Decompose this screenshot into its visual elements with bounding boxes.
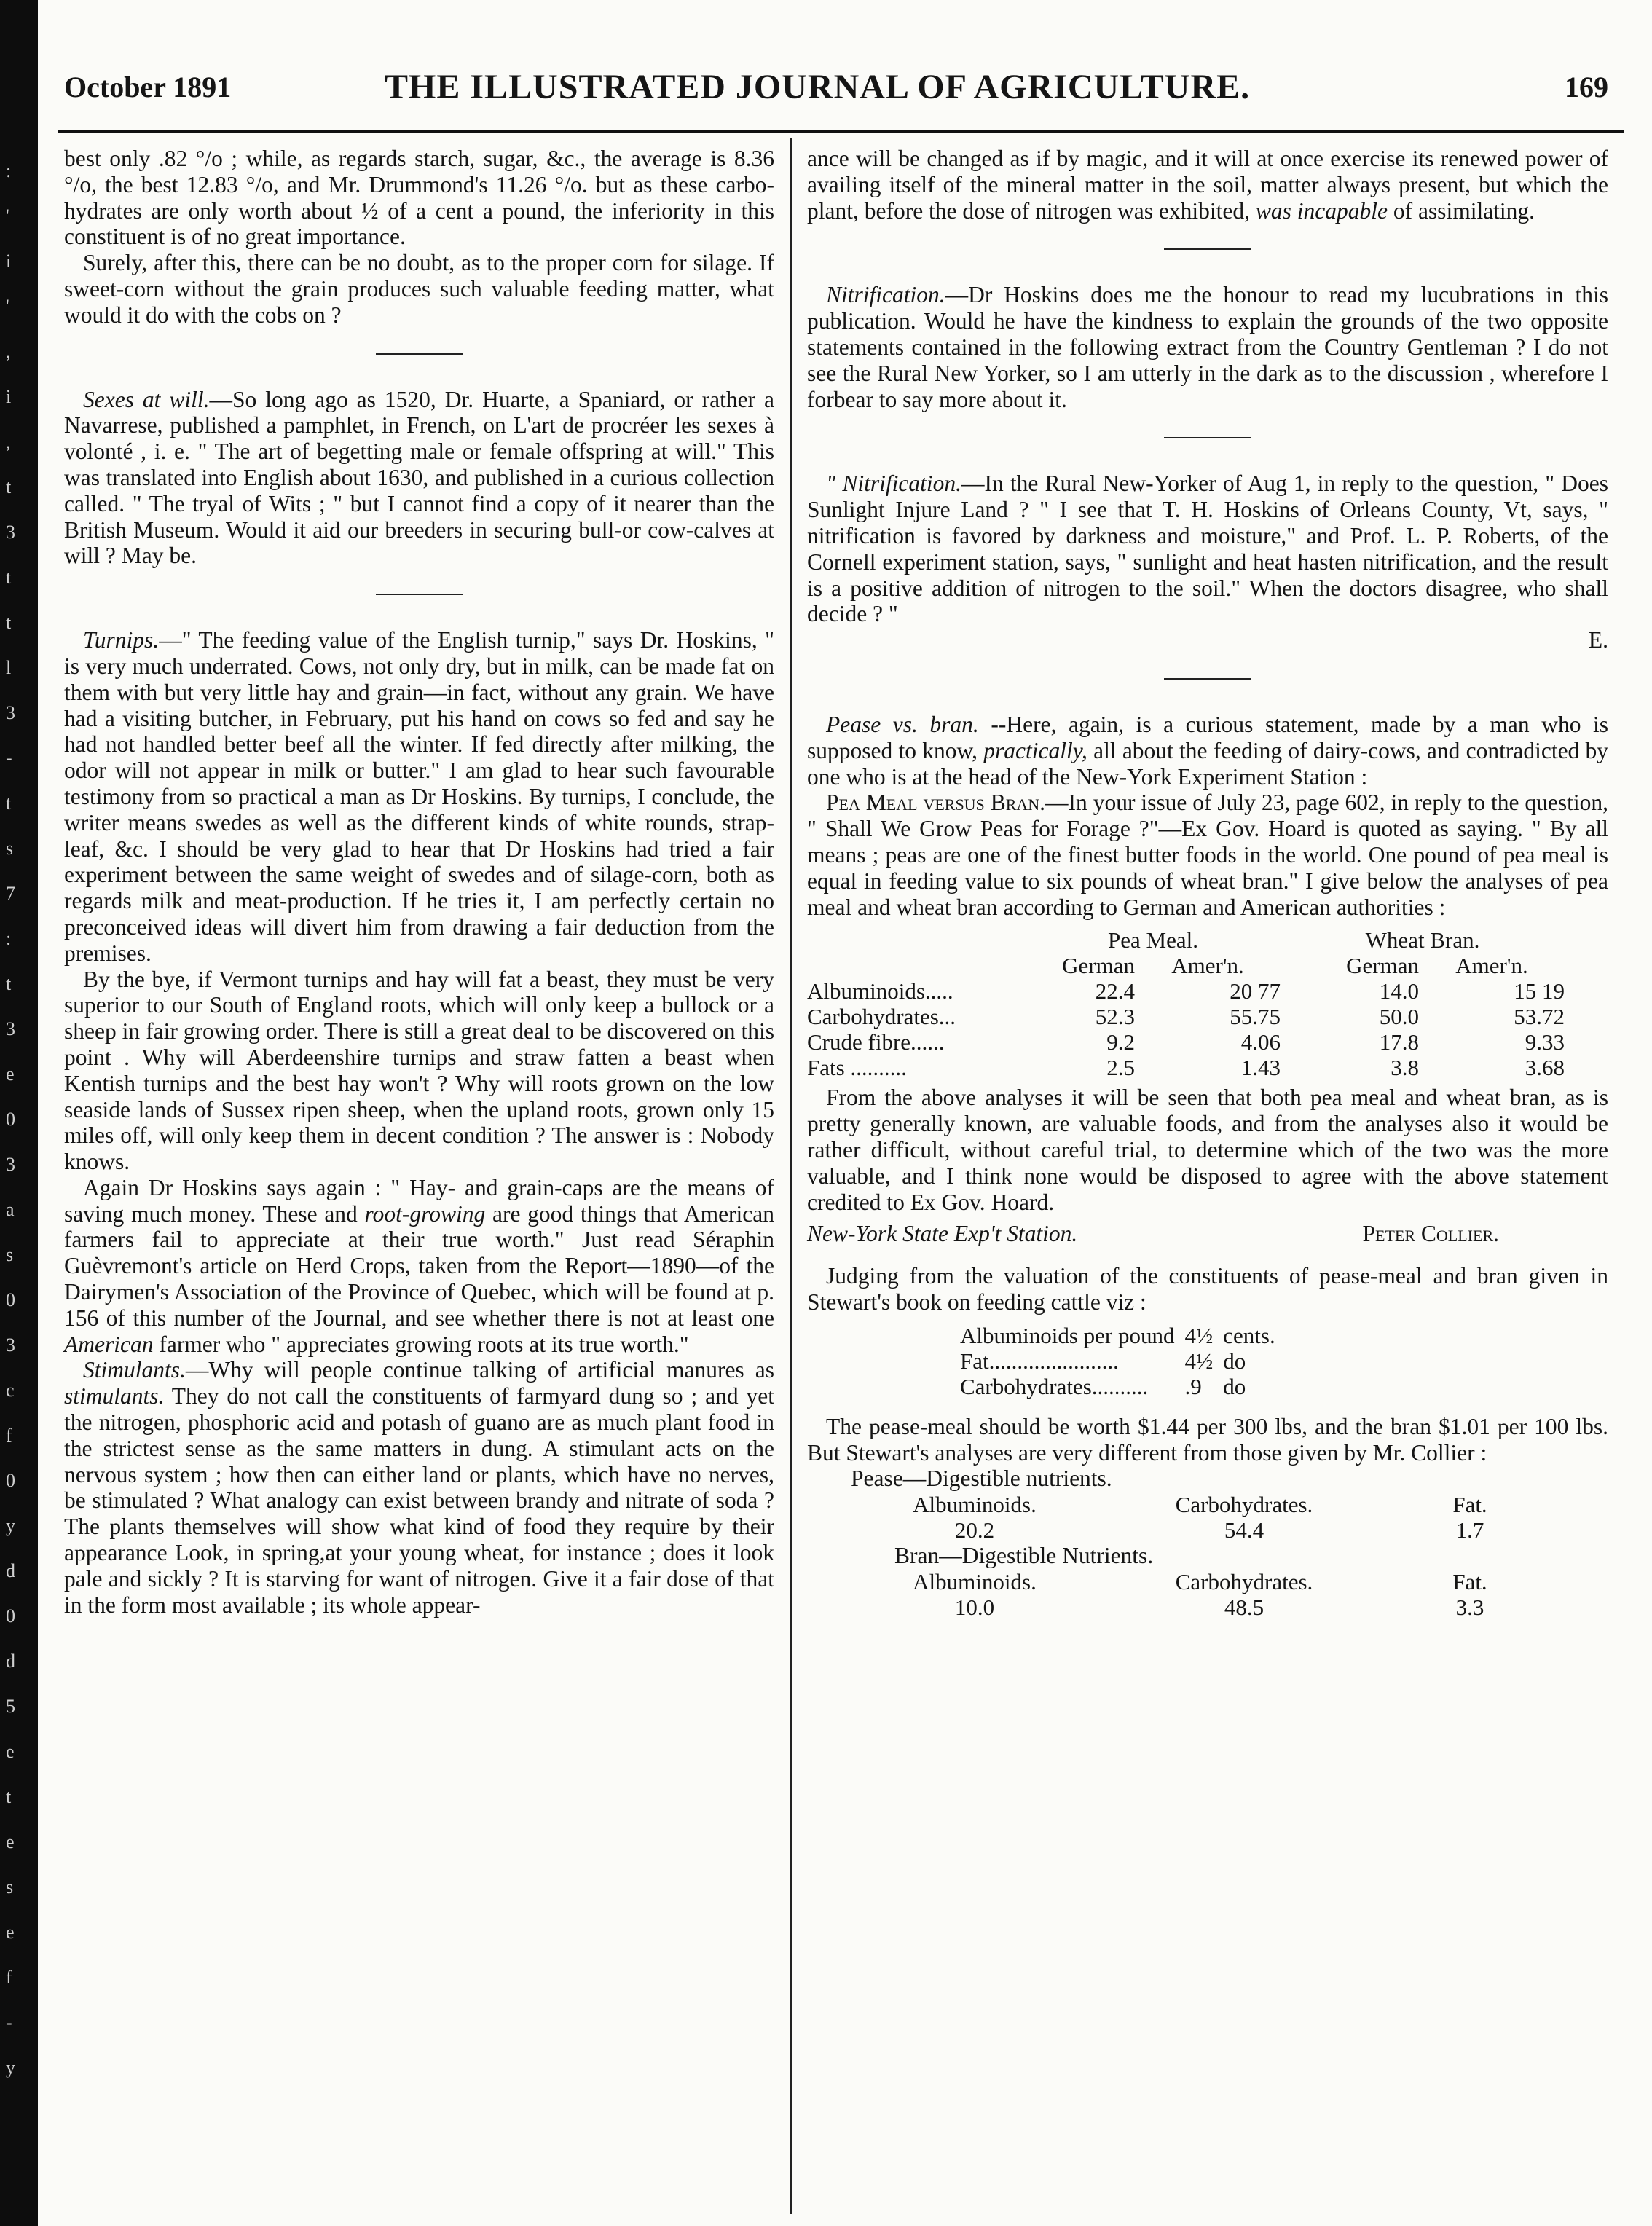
header-title: THE ILLUSTRATED JOURNAL OF AGRICULTURE. — [385, 68, 1251, 106]
header-rule — [58, 130, 1624, 133]
silage-paragraph-end: best only .82 °/o ; while, as regards starch, sugar, &c., the average is 8.36 °/o, the best 12.83 °/o, and Mr. Drummond's 11.26 °/o. but as these carbo-hydrates are only worth about ½ of a cent a pound, the inferiority in this constituent is of no great importance. — [64, 146, 774, 250]
margin-mark: 0 — [6, 1109, 15, 1130]
section-separator — [1164, 437, 1251, 438]
judging-paragraph: Judging from the valuation of the constituents of pease-meal and bran given in Stewart's book on feeding cattle viz : — [807, 1263, 1608, 1315]
silage-conclusion: Surely, after this, there can be no doubt, as to the proper corn for silage. If sweet-corn without the grain produces such valuable feeding matter, what would it do with the cobs on ? — [64, 250, 774, 328]
margin-mark: f — [6, 1967, 12, 1988]
nitrification-heading: Nitrification. — [826, 282, 945, 308]
analysis-table — [807, 927, 1565, 1080]
pease-nutrients-table: Albuminoids. Carbohydrates. Fat. 20.2 54.4 1.7 — [913, 1492, 1487, 1543]
analysis-row: Crude fibre...... 9.2 4.06 17.8 9.33 — [807, 1029, 1565, 1055]
nitrification-quote-heading: " Nitrification. — [826, 471, 962, 497]
margin-mark: 0 — [6, 1605, 15, 1627]
margin-mark: t — [6, 567, 12, 588]
margin-mark: e — [6, 1922, 15, 1943]
valuation-table — [960, 1323, 1275, 1399]
pease-digestible-label: Pease—Digestible nutrients. — [851, 1466, 1112, 1492]
margin-mark: c — [6, 1380, 15, 1401]
margin-mark: : — [6, 160, 12, 181]
analysis-discussion: From the above analyses it will be seen that both pea meal and wheat bran, as is pretty generally known, are valuable foods, and from the analyses also it would be rather difficult, without careful trial, to determine which of the two was the more valuable, and I think none would be disposed to agree with the above statement credited to Ex Gov. Hoard. — [807, 1085, 1608, 1215]
margin-mark: d — [6, 1651, 15, 1672]
section-separator — [376, 594, 463, 595]
margin-mark: e — [6, 1831, 15, 1852]
analysis-sub-header: German Amer'n. German Amer'n. — [1062, 953, 1528, 979]
margin-mark: a — [6, 1199, 15, 1220]
margin-mark: 3 — [6, 522, 15, 543]
margin-mark: e — [6, 1063, 15, 1085]
left-column — [64, 146, 774, 1618]
margin-mark: l — [6, 657, 12, 678]
margin-mark: 3 — [6, 702, 15, 723]
valuation-row: Carbohydrates.......... .9 do — [960, 1373, 1246, 1399]
margin-mark: f — [6, 1425, 12, 1446]
margin-mark: - — [6, 747, 12, 768]
margin-mark: s — [6, 1244, 14, 1265]
valuation-row: Albuminoids per pound 4½ cents. — [960, 1322, 1275, 1348]
worth-paragraph: The pease-meal should be worth $1.44 per 300 lbs, and the bran $1.01 per 100 lbs. But Stewart's analyses are very different from those given by Mr. Collier : — [807, 1413, 1608, 1466]
margin-mark: 3 — [6, 1018, 15, 1039]
stimulants-continuation: ance will be changed as if by magic, and it will at once exercise its renewed power of availing itself of the mineral matter in the soil, matter always present, but which the plant, before the dose of nitrogen was exhibited, was incapable of assimilating. — [807, 146, 1608, 224]
page-number: 169 — [1565, 71, 1608, 103]
analysis-group-header: Pea Meal. Wheat Bran. — [1108, 927, 1480, 953]
analysis-row: Albuminoids..... 22.4 20 77 14.0 15 19 — [807, 978, 1565, 1004]
station-signature: New-York State Exp't Station. Peter Collier. — [807, 1221, 1499, 1247]
turnips-paragraph-2: By the bye, if Vermont turnips and hay will fat a beast, they must be very superior to our South of England roots, which will only keep a bullock or a sheep in fair growing order. There is still a great deal to be discovered on this point . Why will Aberdeenshire turnips and straw fatten a beast when Kentish turnips and the best hay won't ? Why will roots grown on the low seaside lands of Sussex ripen sheep, when the upland roots, grown only 15 miles off, will only keep them in decent condition ? The answer is : Nobody knows. — [64, 966, 774, 1175]
section-separator — [1164, 248, 1251, 250]
margin-mark: s — [6, 1876, 14, 1897]
section-separator — [376, 353, 463, 355]
margin-mark: t — [6, 973, 12, 994]
pea-meal-heading: Pea Meal versus Bran. — [826, 790, 1046, 816]
turnips-paragraph-3: Again Dr Hoskins says again : " Hay- and grain-caps are the means of saving much money. These and root-growing are good things that American farmers fail to appreciate at their true worth." Just read Séraphin Guèvremont's article on Herd Crops, taken from the Report—1890—of the Dairymen's Association of the Province of Quebec, which will be found at p. 156 of this number of the Journal, and see whether there is not at least one American farmer who " appreciates growing roots at its true worth." — [64, 1174, 775, 1357]
sexes-body: —So long ago as 1520, Dr. Huarte, a Spaniard, or rather a Navarrese, published a pamphlet, in French, on L'art de procréer les sexes à volonté , i. e. " The art of begetting male or female offspring at will." This was translated into English about 1630, and published in a curious collection called. " The tryal of Wits ; " but I cannot find a copy of it nearer than the British Museum. Would it aid our breeders in securing bull-or cow-calves at will ? May be. — [64, 386, 774, 569]
bran-nutrients-table: Albuminoids. Carbohydrates. Fat. 10.0 48.5 3.3 — [913, 1568, 1487, 1620]
right-column — [807, 146, 1608, 1620]
analysis-row: Carbohydrates... 52.3 55.75 50.0 53.72 — [807, 1004, 1565, 1030]
turnips-body: —" The feeding value of the English turnip," says Dr. Hoskins, " is very much underrated. Cows, not only dry, but in milk, can be made fat on them with but very little hay and grain—in fact, without any grain. We have had a visiting butcher, in February, put his hand on cows so fed and say he had not handled better beef all the winter. If fed directly after milking, the odor will not appear in milk or butter." I am glad to hear such favourable testimony from so practical a man as Dr Hoskins. By turnips, I conclude, the writer means swedes as well as the different kinds of white rounds, strap-leaf, &c. I should be very glad to hear that Dr Hoskins had tried a fair experiment between the same weight of swedes and of silage-corn, both as regards milk and meat-production. If he tries it, I am perfectly certain no preconceived ideas will divert him from drawing a fair deduction from the premises. — [64, 627, 774, 966]
margin-mark: , — [6, 431, 11, 452]
margin-mark: i — [6, 386, 12, 407]
page-header — [64, 70, 1608, 114]
margin-mark: t — [6, 1786, 12, 1807]
column-divider — [790, 138, 792, 2214]
margin-mark: t — [6, 612, 12, 633]
margin-mark: - — [6, 2012, 12, 2033]
margin-mark: 5 — [6, 1696, 15, 1717]
margin-mark: 7 — [6, 883, 15, 904]
margin-marks — [3, 160, 34, 2127]
section-separator — [1164, 678, 1251, 680]
margin-mark: s — [6, 838, 14, 859]
margin-mark: 0 — [6, 1470, 15, 1491]
margin-mark: : — [6, 928, 12, 949]
turnips-heading: Turnips. — [83, 627, 160, 653]
pease-heading: Pease vs. bran. — [826, 711, 979, 737]
pea-meal-letter: Pea Meal versus Bran.—In your issue of July 23, page 602, in reply to the question, " Shall We Grow Peas for Forage ?"—Ex Gov. Hoard is quoted as saying. " By all means ; peas are one of the finest butter foods in the world. One pound of pea meal is equal in feeding value to six pounds of wheat bran." I give below the analyses of pea meal and wheat bran according to German and American authorities : — [807, 790, 1608, 920]
analysis-row: Fats .......... 2.5 1.43 3.8 3.68 — [807, 1055, 1565, 1081]
margin-mark: 0 — [6, 1289, 15, 1310]
margin-mark: y — [6, 2057, 15, 2078]
sexes-article — [64, 387, 774, 570]
nitrification-article-1: Nitrification.—Dr Hoskins does me the honour to read my lucubrations in this publication. Would he have the kindness to explain the grounds of the two opposite statements contained in the following extract from the Country Gentleman ? I do not see the Rural New Yorker, so I am utterly in the dark as to the discussion , wherefore I forbear to say more about it. — [807, 282, 1608, 412]
bran-digestible-label: Bran—Digestible Nutrients. — [894, 1543, 1154, 1569]
margin-mark: y — [6, 1515, 15, 1536]
margin-mark: i — [6, 251, 12, 272]
margin-mark: ' — [6, 205, 9, 227]
author-name: Peter Collier. — [1362, 1221, 1499, 1247]
turnips-article — [64, 627, 774, 966]
pease-article: Pease vs. bran. --Here, again, is a curious statement, made by a man who is supposed to know, practically, all about the feeding of dairy-cows, and contradicted by one who is at the head of the New-York Experiment Station : — [807, 711, 1609, 790]
margin-mark: t — [6, 793, 12, 814]
margin-mark: 3 — [6, 1154, 15, 1175]
header-date: October 1891 — [64, 71, 232, 103]
sexes-heading: Sexes at will. — [83, 386, 210, 412]
valuation-row: Fat....................... 4½ do — [960, 1348, 1246, 1374]
stimulants-article: Stimulants.—Why will people continue talking of artificial manures as stimulants. They do not call the constituents of farmyard dung so ; and yet the nitrogen, phosphoric acid and potash of guano are as much plant food in the strictest sense as the same matters in dung. A stimulant acts on the nervous system ; how then can either land or plants, which have no nerves, be stimulated ? What analogy can exist between brandy and nitrate of soda ? The plants themselves will show what kind of food they require by their appearance Look, in spring,at your young wheat, for instance ; does it look pale and sickly ? It is starving for want of nitrogen. Give it a fair dose of that in the form most available ; its whole appear- — [64, 1357, 774, 1618]
signature-e: E. — [1588, 627, 1608, 653]
stimulants-heading: Stimulants. — [83, 1357, 186, 1383]
nitrification-article-2: " Nitrification.—In the Rural New-Yorker of Aug 1, in reply to the question, " Does Sunlight Injure Land ? " I see that T. H. Hoskins of Orleans County, Vt, says, " nitrification is favored by darkness and moisture," and Prof. L. P. Roberts, of the Cornell experiment station, says, " sunlight and heat hasten nitrification, and the result is a positive addition of nitrogen to the soil." When the doctors disagree, who shall decide ? " E. — [807, 471, 1608, 653]
margin-mark: 3 — [6, 1334, 15, 1356]
margin-mark: t — [6, 476, 12, 497]
margin-mark: d — [6, 1560, 15, 1581]
margin-mark: e — [6, 1741, 15, 1762]
margin-mark: , — [6, 341, 11, 362]
margin-mark: ' — [6, 296, 9, 317]
